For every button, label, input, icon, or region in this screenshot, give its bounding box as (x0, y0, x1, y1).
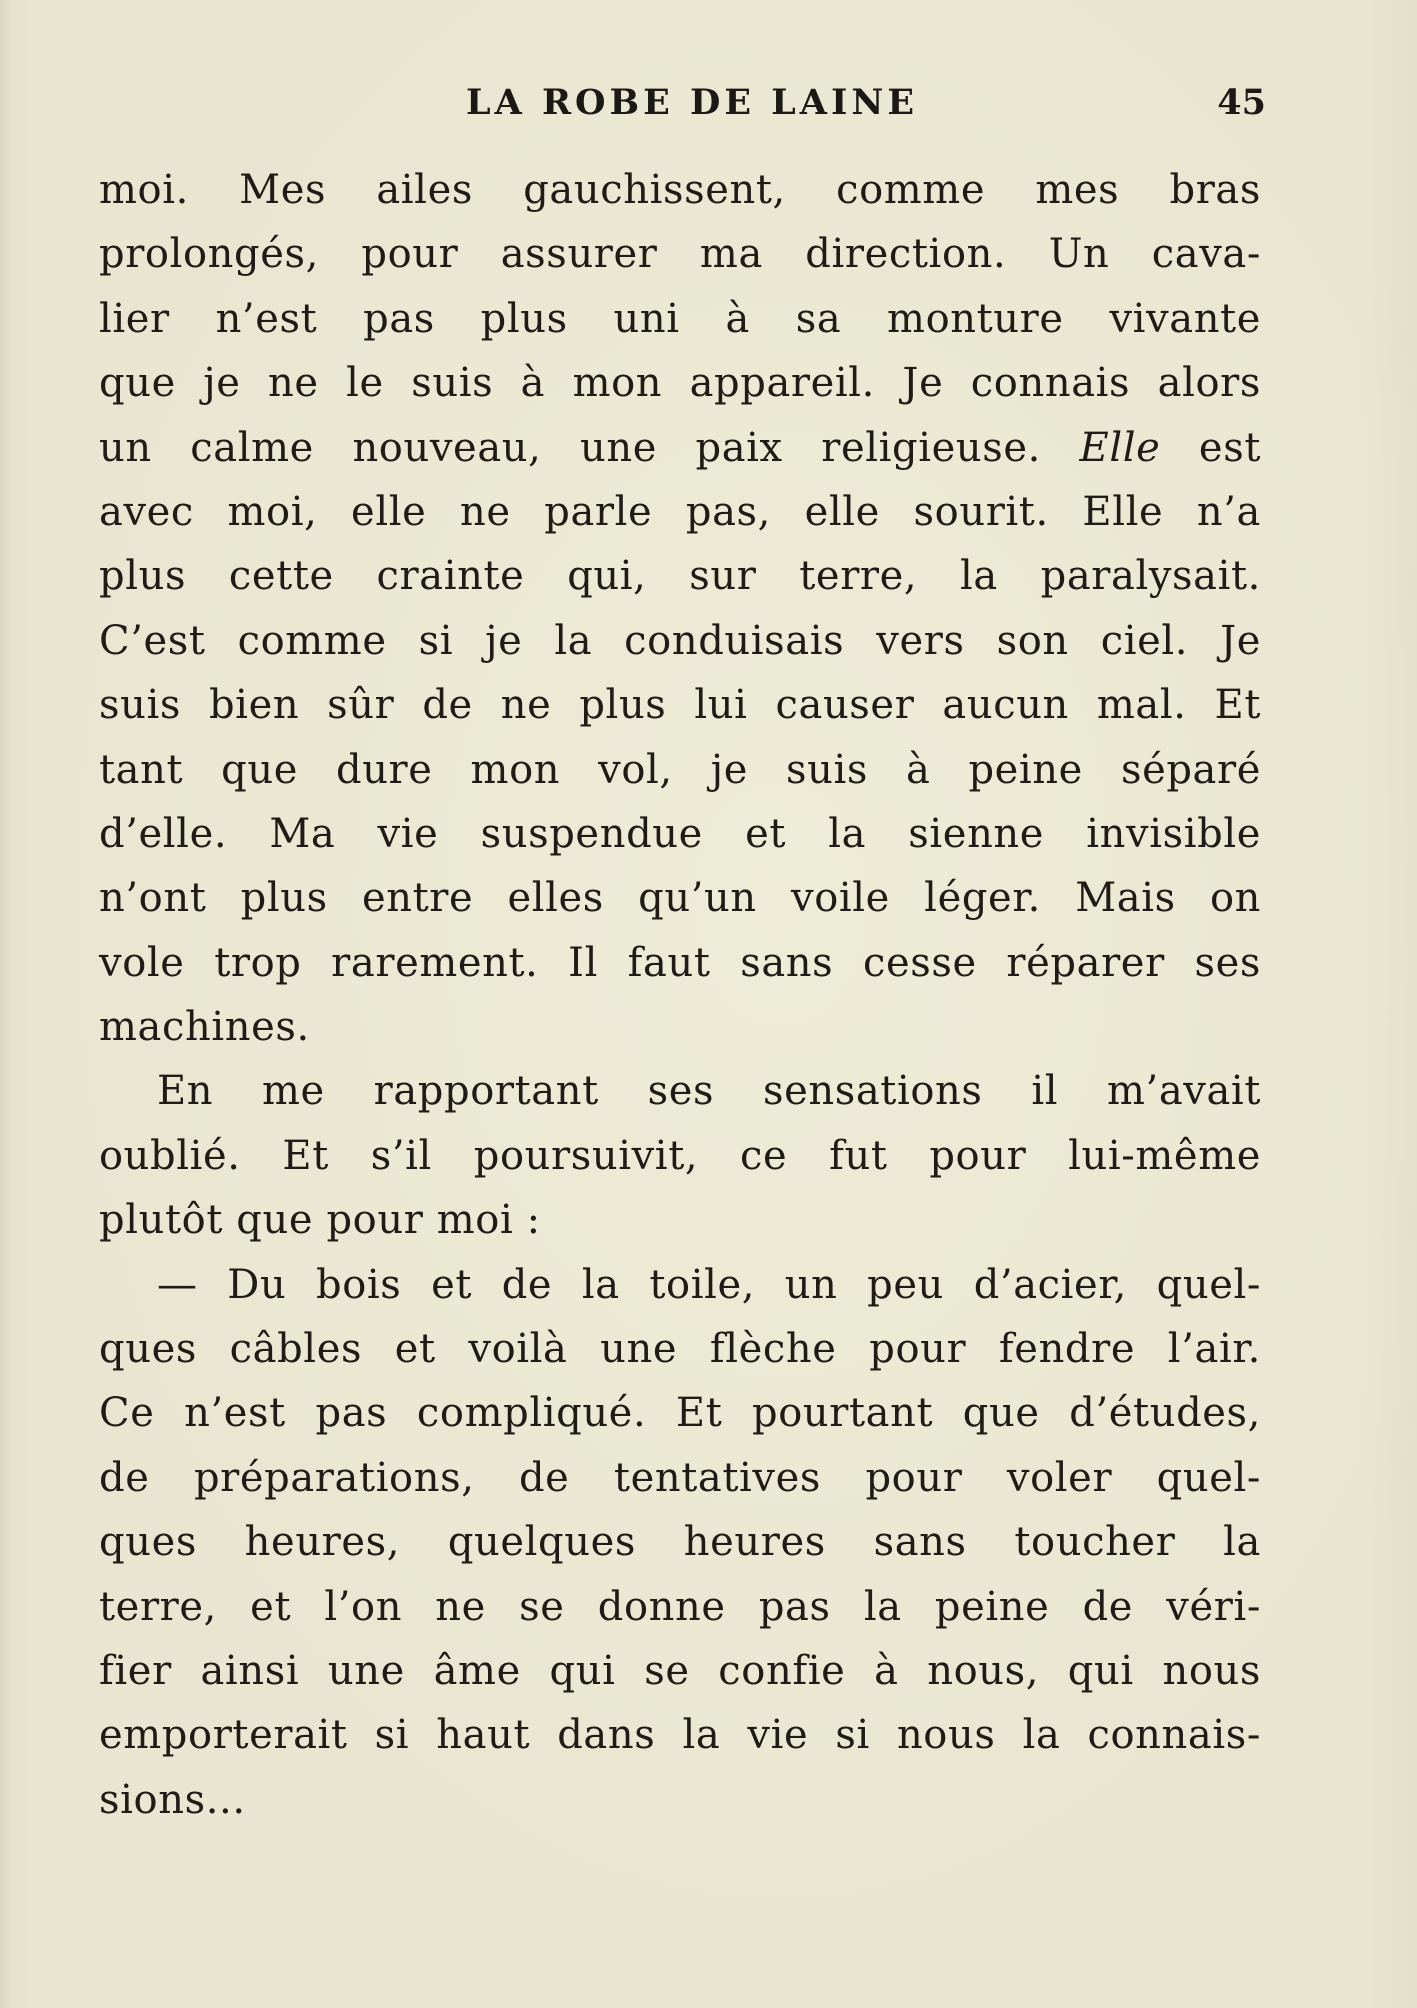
text-line: Ce n’est pas compliqué. Et pourtant que d’études, (99, 1390, 1261, 1437)
text-run: un calme nouveau, une paix religieuse. (99, 424, 1080, 471)
text-line: d’elle. Ma vie suspendue et la sienne invisible (99, 810, 1261, 857)
text-line: ques câbles et voilà une flèche pour fendre l’air. (99, 1326, 1261, 1373)
text-line: machines. (99, 1004, 310, 1051)
body-text (99, 158, 1261, 1832)
text-line: plus cette crainte qui, sur terre, la paralysait. (99, 553, 1261, 600)
text-run: est (1160, 424, 1262, 471)
text-line: oublié. Et s’il poursuivit, ce fut pour lui-même (99, 1132, 1261, 1179)
text-line: En me rapportant ses sensations il m’avait (157, 1068, 1261, 1115)
text-line: emporterait si haut dans la vie si nous la connais- (99, 1712, 1261, 1759)
text-line: suis bien sûr de ne plus lui causer aucun mal. Et (99, 682, 1261, 729)
text-line (99, 416, 1261, 480)
text-line: tant que dure mon vol, je suis à peine séparé (99, 746, 1261, 793)
page-number: 45 (1217, 82, 1266, 123)
text-line: avec moi, elle ne parle pas, elle sourit. Elle n’a (99, 488, 1261, 535)
running-head (100, 82, 1266, 132)
text-line: n’ont plus entre elles qu’un voile léger. Mais on (99, 875, 1261, 922)
text-line: de préparations, de tentatives pour voler quel- (99, 1454, 1261, 1501)
text-line: moi. Mes ailes gauchissent, comme mes bras (99, 167, 1261, 213)
text-line: — Du bois et de la toile, un peu d’acier, quel- (157, 1261, 1261, 1308)
text-line: terre, et l’on ne se donne pas la peine de véri- (99, 1583, 1261, 1630)
text-line: C’est comme si je la conduisais vers son ciel. Je (99, 617, 1261, 664)
text-line: ques heures, quelques heures sans toucher la (99, 1519, 1261, 1566)
text-line: fier ainsi une âme qui se confie à nous, qui nous (99, 1647, 1261, 1694)
text-line: plutôt que pour moi : (99, 1197, 541, 1244)
text-line: lier n’est pas plus uni à sa monture vivante (99, 295, 1261, 342)
text-line: que je ne le suis à mon appareil. Je connais alors (99, 360, 1261, 407)
text-line: sions... (99, 1776, 246, 1823)
text-line: vole trop rarement. Il faut sans cesse réparer ses (99, 939, 1261, 986)
text-line: prolongés, pour assurer ma direction. Un cava- (99, 231, 1261, 278)
italic-word: Elle (1079, 424, 1161, 471)
running-title: LA ROBE DE LAINE (466, 82, 918, 123)
